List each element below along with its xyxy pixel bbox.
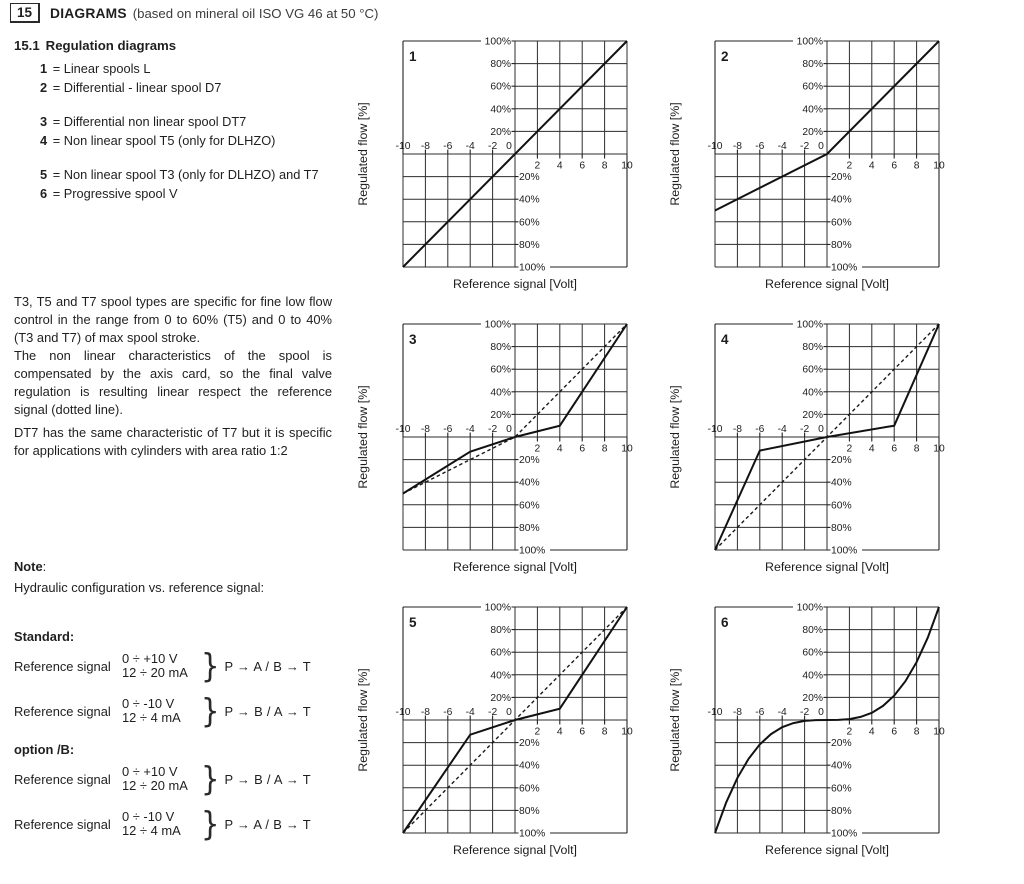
regulation-chart-4-non-linear-spool-T5: [666, 310, 970, 596]
spool-legend-item-6: [40, 184, 319, 203]
x-tick-label: -8: [420, 141, 430, 152]
section-number-box: 15: [10, 3, 40, 23]
legend-num: 4: [40, 133, 48, 148]
y-tick-label: 40%: [802, 670, 823, 682]
brace: }: [201, 759, 220, 799]
y-tick-label: 60%: [519, 783, 540, 795]
x-tick-label: -2: [488, 424, 498, 435]
x-tick-label: 2: [846, 726, 853, 738]
ref-signal-result: P → B / A → T: [224, 771, 311, 787]
x-tick-label: 0: [818, 141, 824, 152]
regulation-chart-1-linear-spools-L: [354, 27, 658, 313]
legend-num: 2: [40, 80, 48, 95]
ref-value-volt: 0 ÷ +10 V: [122, 763, 178, 779]
x-tick-label: 0: [506, 424, 512, 435]
legend-desc: = Differential - linear spool D7: [52, 80, 222, 95]
y-tick-label: 100%: [484, 319, 511, 331]
x-tick-label: -2: [800, 707, 810, 718]
x-tick-label: 8: [913, 443, 920, 455]
y-tick-label: 40%: [802, 104, 823, 116]
x-tick-label: -2: [800, 424, 810, 435]
x-tick-label: 0: [818, 707, 824, 718]
x-tick-label: -4: [465, 141, 475, 152]
ref-value-ma: 12 ÷ 20 mA: [122, 778, 188, 793]
y-tick-label: 40%: [490, 104, 511, 116]
chart-canvas: [666, 310, 970, 596]
x-tick-label: -8: [732, 424, 742, 435]
x-tick-label: 6: [891, 726, 898, 738]
x-tick-label: -10: [707, 707, 723, 718]
x-tick-label: -6: [755, 707, 765, 718]
reference-signal-row: [14, 646, 359, 686]
y-tick-label: 60%: [831, 783, 852, 795]
y-tick-label: 100%: [484, 602, 511, 614]
body-text: [14, 293, 332, 460]
x-tick-label: 10: [933, 160, 945, 172]
y-tick-label: 100%: [519, 545, 546, 557]
x-tick-label: -8: [420, 707, 430, 718]
x-tick-label: -2: [488, 707, 498, 718]
x-tick-label: 0: [818, 424, 824, 435]
chart-canvas: [354, 310, 658, 596]
x-tick-label: 10: [933, 726, 945, 738]
y-axis-label: Regulated flow [%]: [356, 668, 370, 772]
y-tick-label: 100%: [831, 545, 858, 557]
y-tick-label: 20%: [519, 172, 540, 184]
ref-signal-result: P → B / A → T: [224, 703, 311, 719]
x-tick-label: -6: [755, 141, 765, 152]
x-axis-label: Reference signal [Volt]: [453, 560, 577, 574]
x-tick-label: 10: [621, 443, 633, 455]
ref-value-volt: 0 ÷ +10 V: [122, 650, 178, 666]
y-tick-label: 80%: [519, 522, 540, 534]
x-tick-label: -6: [443, 141, 453, 152]
y-tick-label: 100%: [519, 828, 546, 840]
x-tick-label: -10: [707, 141, 723, 152]
x-tick-label: 2: [534, 726, 541, 738]
y-tick-label: 100%: [484, 36, 511, 48]
x-tick-label: 6: [579, 443, 586, 455]
x-tick-label: -6: [443, 707, 453, 718]
x-tick-label: 4: [556, 726, 563, 738]
regulation-chart-3-differential-non-linear-spool-DT7: [354, 310, 658, 596]
x-tick-label: -4: [777, 424, 787, 435]
ref-signal-label: Reference signal: [14, 771, 111, 787]
spool-legend-item-3: [40, 112, 319, 131]
x-tick-label: 8: [601, 443, 608, 455]
subsection-title: Regulation diagrams: [45, 38, 177, 53]
ref-signal-label: Reference signal: [14, 816, 111, 832]
x-tick-label: 8: [601, 160, 608, 172]
y-tick-label: 60%: [519, 500, 540, 512]
x-tick-label: 10: [621, 726, 633, 738]
x-tick-label: 2: [534, 443, 541, 455]
y-tick-label: 80%: [490, 625, 511, 637]
regulation-chart-6-progressive-spool-V: [666, 593, 970, 879]
y-tick-label: 60%: [519, 217, 540, 229]
y-axis-label: Regulated flow [%]: [668, 102, 682, 206]
reference-signal-row: [14, 804, 359, 844]
y-tick-label: 60%: [802, 364, 823, 376]
x-tick-label: -10: [707, 424, 723, 435]
legend-num: 3: [40, 114, 48, 129]
subsection-number: 15.1: [14, 38, 40, 53]
brace: }: [201, 646, 220, 686]
x-axis-label: Reference signal [Volt]: [765, 843, 889, 857]
ref-value-ma: 12 ÷ 4 mA: [122, 710, 181, 725]
y-tick-label: 20%: [831, 172, 852, 184]
body-paragraph-2: The non linear characteristics of the spool is compensated by the axis card, so the final valve regulation is resulting linear respect the reference signal (dotted line).: [14, 348, 332, 417]
y-tick-label: 40%: [831, 760, 852, 772]
y-axis-label: Regulated flow [%]: [668, 385, 682, 489]
y-axis-label: Regulated flow [%]: [668, 668, 682, 772]
y-tick-label: 20%: [490, 409, 511, 421]
y-tick-label: 20%: [802, 126, 823, 138]
ref-value-ma: 12 ÷ 4 mA: [122, 823, 181, 838]
y-tick-label: 60%: [490, 364, 511, 376]
doc-header: [10, 3, 378, 23]
y-tick-label: 60%: [831, 217, 852, 229]
config-heading-standard: Standard:: [14, 629, 75, 644]
legend-desc: = Linear spools L: [52, 61, 151, 76]
doc-title: DIAGRAMS: [50, 5, 127, 21]
ref-signal-label: Reference signal: [14, 703, 111, 719]
ref-signal-label: Reference signal: [14, 658, 111, 674]
legend-num: 6: [40, 186, 48, 201]
y-tick-label: 20%: [831, 738, 852, 750]
spool-legend-item-5: [40, 165, 319, 184]
y-tick-label: 80%: [802, 625, 823, 637]
x-tick-label: -8: [732, 707, 742, 718]
brace: }: [201, 691, 220, 731]
config-standard: [14, 629, 359, 739]
x-axis-label: Reference signal [Volt]: [765, 560, 889, 574]
y-tick-label: 100%: [796, 319, 823, 331]
y-tick-label: 80%: [519, 805, 540, 817]
ref-signal-result: P → A / B → T: [224, 816, 311, 832]
y-tick-label: 100%: [519, 262, 546, 274]
x-tick-label: -4: [465, 424, 475, 435]
x-axis-label: Reference signal [Volt]: [765, 277, 889, 291]
y-tick-label: 80%: [490, 342, 511, 354]
chart-number: 4: [721, 332, 729, 347]
y-tick-label: 100%: [831, 262, 858, 274]
y-tick-label: 100%: [796, 602, 823, 614]
spool-legend-item-1: [40, 59, 319, 78]
body-paragraph-3: DT7 has the same characteristic of T7 but it is specific for applications with cylinders with area ratio 1:2: [14, 425, 332, 458]
x-tick-label: 0: [506, 707, 512, 718]
y-tick-label: 20%: [519, 738, 540, 750]
x-tick-label: 4: [556, 160, 563, 172]
y-tick-label: 60%: [831, 500, 852, 512]
note-label: Note: [14, 559, 43, 574]
x-tick-label: 4: [556, 443, 563, 455]
y-tick-label: 80%: [490, 59, 511, 71]
ref-signal-values: [122, 765, 200, 794]
reference-signal-row: [14, 759, 359, 799]
x-tick-label: -2: [800, 141, 810, 152]
regulation-chart-5-non-linear-spool-T3-T7: [354, 593, 658, 879]
x-tick-label: 4: [868, 726, 875, 738]
chart-canvas: [354, 593, 658, 879]
x-tick-label: 4: [868, 160, 875, 172]
x-tick-label: 2: [534, 160, 541, 172]
y-tick-label: 100%: [831, 828, 858, 840]
y-tick-label: 80%: [802, 59, 823, 71]
y-tick-label: 40%: [831, 477, 852, 489]
legend-num: 1: [40, 61, 48, 76]
y-axis-label: Regulated flow [%]: [356, 385, 370, 489]
x-tick-label: 8: [913, 726, 920, 738]
spool-legend-item-2: [40, 78, 319, 97]
x-tick-label: -4: [777, 141, 787, 152]
note-block: [14, 556, 264, 598]
y-tick-label: 100%: [796, 36, 823, 48]
legend-desc: = Progressive spool V: [52, 186, 178, 201]
chart-number: 3: [409, 332, 417, 347]
y-axis-label: Regulated flow [%]: [356, 102, 370, 206]
subsection-heading: [14, 38, 176, 53]
brace: }: [201, 804, 220, 844]
ref-signal-values: [122, 810, 200, 839]
y-tick-label: 40%: [519, 194, 540, 206]
x-tick-label: -4: [777, 707, 787, 718]
y-tick-label: 20%: [802, 692, 823, 704]
note-colon: :: [42, 559, 47, 574]
note-text: Hydraulic configuration vs. reference signal:: [14, 580, 265, 595]
ref-value-ma: 12 ÷ 20 mA: [122, 665, 188, 680]
chart-canvas: [354, 27, 658, 313]
chart-number: 2: [721, 49, 729, 64]
y-tick-label: 60%: [490, 81, 511, 93]
y-tick-label: 80%: [831, 522, 852, 534]
x-tick-label: 6: [891, 160, 898, 172]
legend-desc: = Non linear spool T3 (only for DLHZO) and T7: [52, 167, 319, 182]
regulation-chart-2-differential-linear-spool-D7: [666, 27, 970, 313]
x-tick-label: -10: [395, 707, 411, 718]
ref-value-volt: 0 ÷ -10 V: [122, 695, 175, 711]
y-tick-label: 40%: [802, 387, 823, 399]
x-tick-label: 4: [868, 443, 875, 455]
x-tick-label: -2: [488, 141, 498, 152]
ref-signal-values: [122, 652, 200, 681]
x-tick-label: -8: [420, 424, 430, 435]
spool-legend: [40, 59, 319, 203]
config-option-b: [14, 742, 359, 852]
y-tick-label: 20%: [519, 455, 540, 467]
y-tick-label: 80%: [831, 805, 852, 817]
x-tick-label: 6: [579, 726, 586, 738]
y-tick-label: 80%: [519, 239, 540, 251]
x-tick-label: -8: [732, 141, 742, 152]
body-paragraph-1: T3, T5 and T7 spool types are specific for fine low flow control in the range from 0 to 60% (T5) and 0 to 40% (T3 and T7) of max spool stroke.: [14, 294, 332, 345]
doc-subtitle: (based on mineral oil ISO VG 46 at 50 °C): [132, 5, 379, 21]
x-tick-label: 8: [601, 726, 608, 738]
y-tick-label: 20%: [831, 455, 852, 467]
chart-number: 5: [409, 615, 417, 630]
ref-value-volt: 0 ÷ -10 V: [122, 808, 175, 824]
x-tick-label: 2: [846, 160, 853, 172]
x-tick-label: 6: [891, 443, 898, 455]
y-tick-label: 40%: [519, 477, 540, 489]
x-tick-label: 0: [506, 141, 512, 152]
y-tick-label: 80%: [802, 342, 823, 354]
ref-signal-values: [122, 697, 200, 726]
chart-canvas: [666, 27, 970, 313]
y-tick-label: 60%: [490, 647, 511, 659]
y-tick-label: 40%: [490, 670, 511, 682]
x-tick-label: 10: [621, 160, 633, 172]
x-axis-label: Reference signal [Volt]: [453, 843, 577, 857]
y-tick-label: 20%: [490, 126, 511, 138]
x-tick-label: 6: [579, 160, 586, 172]
y-tick-label: 80%: [831, 239, 852, 251]
legend-num: 5: [40, 167, 48, 182]
y-tick-label: 40%: [490, 387, 511, 399]
spool-legend-item-4: [40, 131, 319, 150]
legend-desc: = Non linear spool T5 (only for DLHZO): [52, 133, 276, 148]
x-tick-label: 8: [913, 160, 920, 172]
chart-canvas: [666, 593, 970, 879]
chart-number: 6: [721, 615, 729, 630]
x-tick-label: -6: [755, 424, 765, 435]
y-tick-label: 40%: [519, 760, 540, 772]
x-tick-label: 2: [846, 443, 853, 455]
chart-number: 1: [409, 49, 417, 64]
x-tick-label: -4: [465, 707, 475, 718]
config-heading-option-b: option /B:: [14, 742, 75, 757]
x-axis-label: Reference signal [Volt]: [453, 277, 577, 291]
x-tick-label: 10: [933, 443, 945, 455]
y-tick-label: 40%: [831, 194, 852, 206]
x-tick-label: -6: [443, 424, 453, 435]
ref-signal-result: P → A / B → T: [224, 658, 311, 674]
y-tick-label: 20%: [490, 692, 511, 704]
legend-desc: = Differential non linear spool DT7: [52, 114, 247, 129]
x-tick-label: -10: [395, 424, 411, 435]
reference-signal-row: [14, 691, 359, 731]
y-tick-label: 20%: [802, 409, 823, 421]
x-tick-label: -10: [395, 141, 411, 152]
y-tick-label: 60%: [802, 647, 823, 659]
y-tick-label: 60%: [802, 81, 823, 93]
